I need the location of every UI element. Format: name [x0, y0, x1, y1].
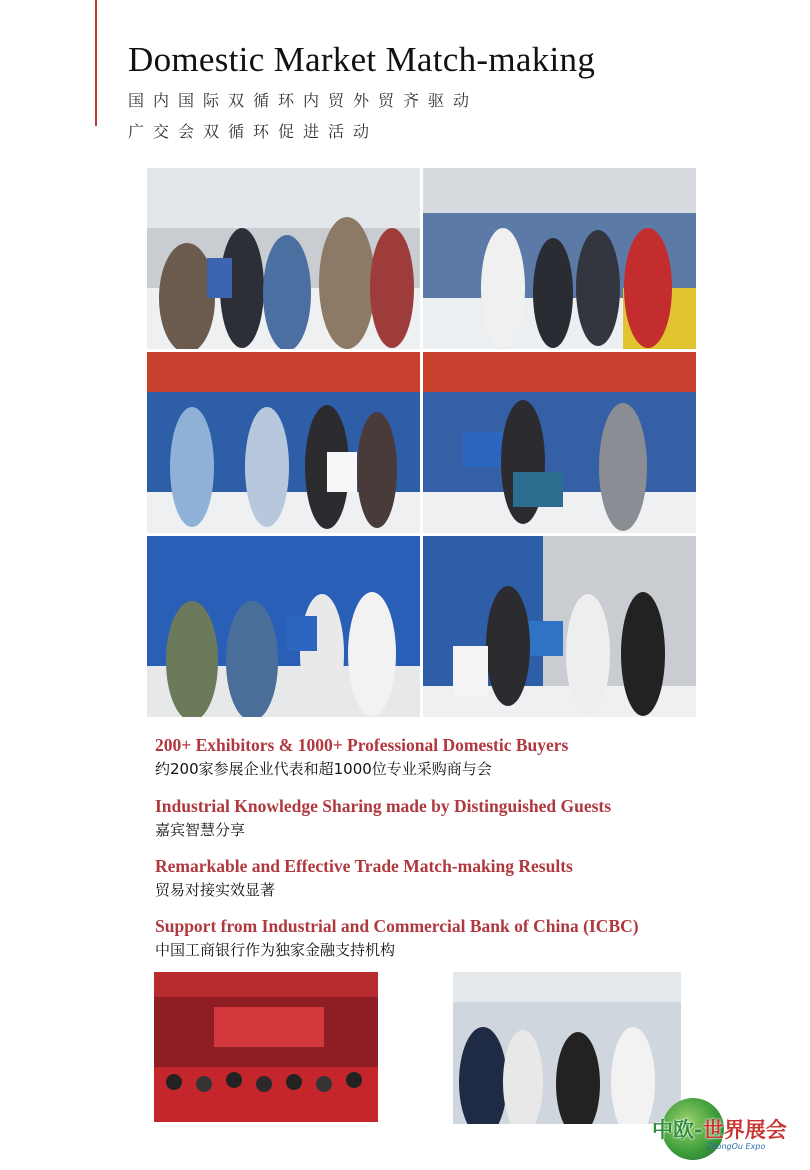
highlight-1-en: 200+ Exhibitors & 1000+ Professional Domestic Buyers [155, 735, 569, 755]
accent-divider-line [95, 0, 97, 126]
highlight-2-en: Industrial Knowledge Sharing made by Distinguished Guests [155, 796, 612, 816]
conference-photo [154, 972, 378, 1122]
logo-text [652, 1114, 787, 1144]
highlight-4-en: Support from Industrial and Commercial Bank of China (ICBC) [155, 916, 639, 936]
highlight-3-cn: 贸易对接实效显著 [155, 881, 276, 899]
logo-subtext: ZhongOu Expo [706, 1142, 766, 1151]
event-photo-4 [423, 352, 696, 533]
logo-text-part1: 中欧- [652, 1118, 703, 1142]
event-photo-1 [147, 168, 420, 349]
logo-text-part2: 世界展会 [702, 1118, 787, 1142]
page-title: Domestic Market Match-making [128, 40, 596, 79]
zhongou-expo-logo [652, 1098, 802, 1164]
subtitle-chinese-1: 国内国际双循环内贸外贸齐驱动 [128, 91, 479, 110]
highlight-2-cn: 嘉宾智慧分享 [155, 821, 246, 839]
highlight-1-cn: 约200家参展企业代表和超1000位专业采购商与会 [155, 760, 492, 778]
highlight-4-cn: 中国工商银行作为独家金融支持机构 [155, 941, 396, 959]
event-photo-3 [147, 352, 420, 533]
subtitle-chinese-2: 广交会双循环促进活动 [128, 122, 379, 141]
guests-photo [453, 972, 681, 1124]
event-photo-2 [423, 168, 696, 349]
highlight-3-en: Remarkable and Effective Trade Match-making Results [155, 856, 573, 876]
event-photo-6 [423, 536, 696, 717]
event-photo-5 [147, 536, 420, 717]
